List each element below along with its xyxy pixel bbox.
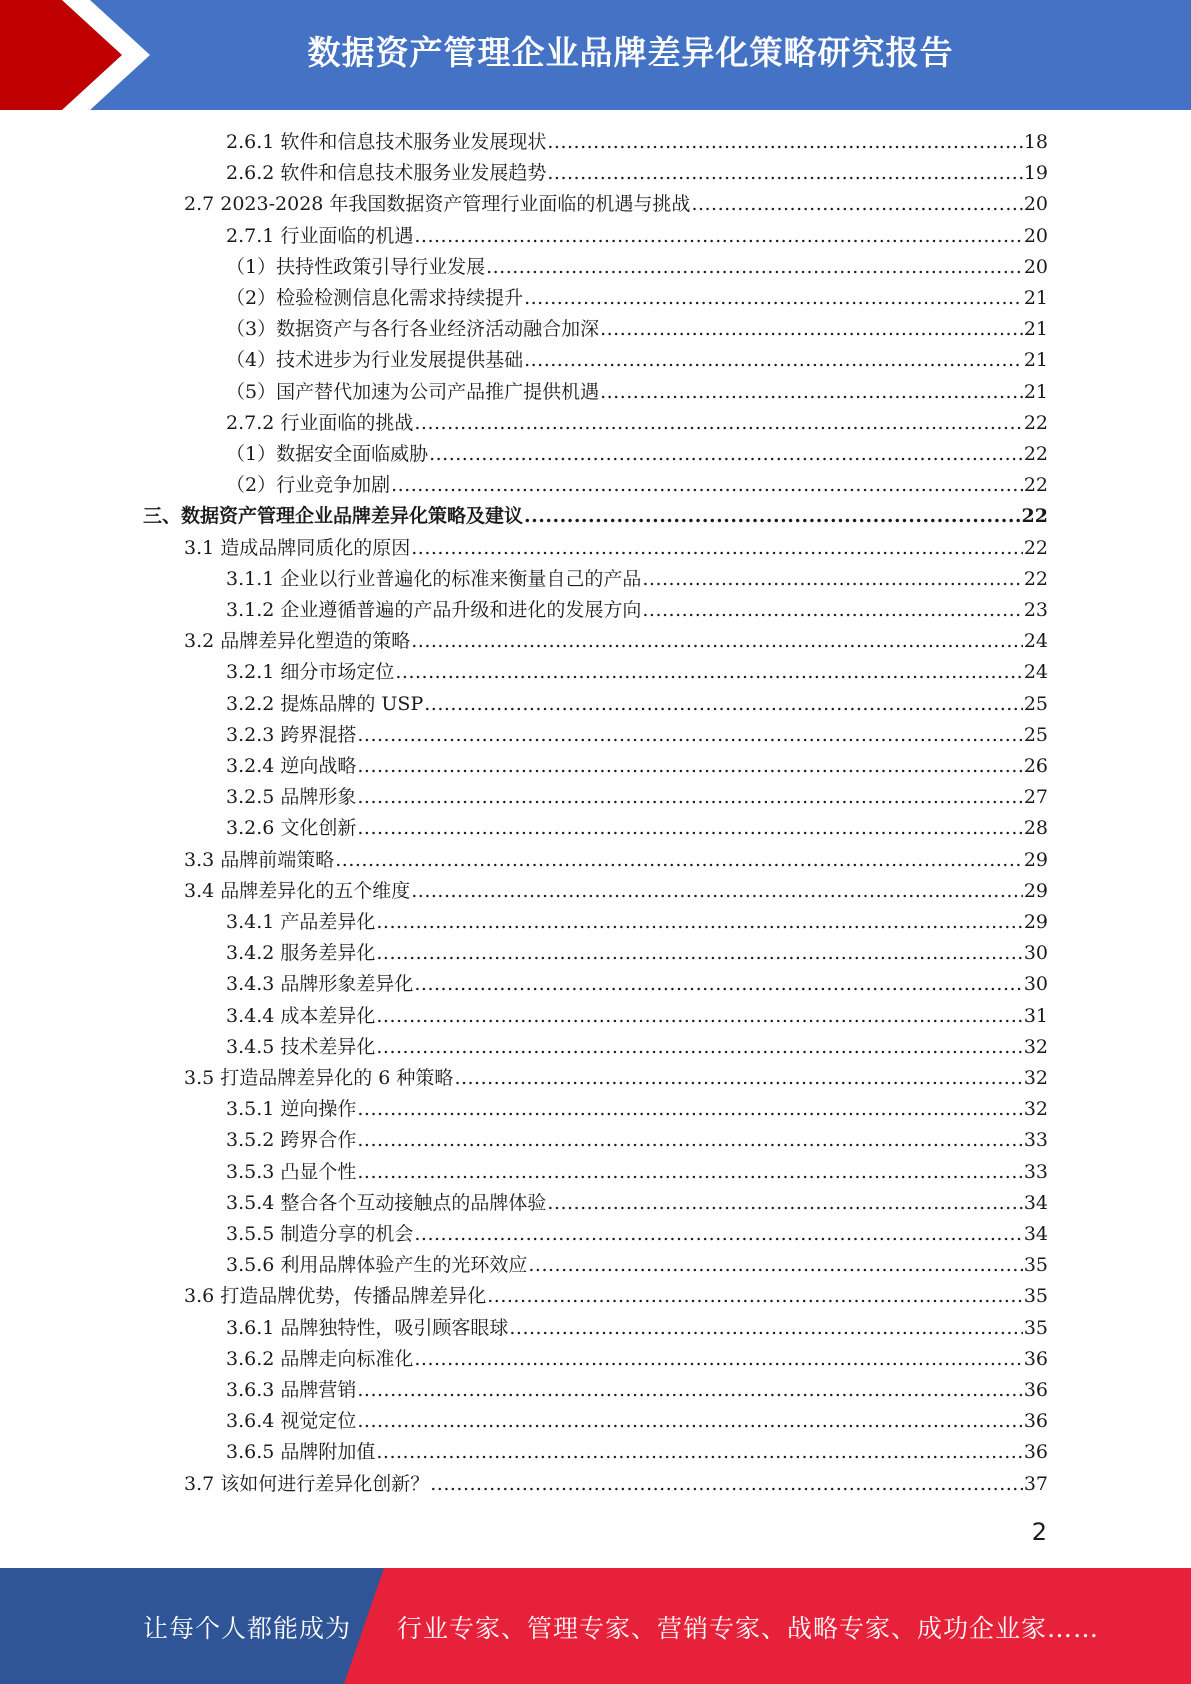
toc-entry-page: 36 [1023,1441,1048,1464]
toc-entry[interactable] [226,657,1048,688]
toc-entry[interactable] [226,314,1048,345]
toc-entry-page: 24 [1023,630,1048,653]
toc-dot-leader [411,533,1023,564]
toc-dot-leader [357,720,1022,751]
toc-entry-page: 21 [1023,380,1048,403]
toc-entry-page: 23 [1023,599,1048,621]
toc-entry-title: （2）检验检测信息化需求持续提升 [226,287,524,309]
toc-entry-page: 36 [1023,1347,1048,1370]
toc-entry-title: 3.4.2 服务差异化 [226,942,376,965]
toc-dot-leader [357,751,1022,782]
toc-entry[interactable] [226,1313,1048,1344]
toc-entry[interactable] [226,1032,1048,1063]
toc-entry-page: 30 [1023,942,1048,965]
toc-dot-leader [547,158,1022,189]
toc-entry[interactable] [226,1344,1048,1375]
toc-entry-title: 3.2 品牌差异化塑造的策略 [184,630,411,653]
toc-dot-leader [376,1437,1022,1468]
toc-entry[interactable] [226,751,1048,782]
toc-entry-page: 35 [1023,1285,1048,1308]
toc-entry-page: 19 [1023,162,1048,185]
toc-entry-title: （4）技术进步为行业发展提供基础 [226,349,524,372]
toc-entry-title: 3.6 打造品牌优势，传播品牌差异化 [184,1285,487,1308]
toc-entry-title: （5）国产替代加速为公司产品推广提供机遇 [226,380,600,403]
toc-entry-page: 34 [1023,1223,1048,1245]
toc-dot-leader [357,1406,1022,1437]
toc-entry-page: 33 [1023,1129,1048,1152]
toc-entry[interactable] [226,1125,1048,1156]
toc-dot-leader [509,1313,1022,1344]
toc-entry-title: 2.6.1 软件和信息技术服务业发展现状 [226,131,547,153]
toc-entry-title: 3.4 品牌差异化的五个维度 [184,879,411,902]
toc-entry-page: 21 [1023,349,1048,372]
toc-entry-title: 2.7 2023-2028 年我国数据资产管理行业面临的机遇与挑战 [184,193,691,216]
toc-entry-page: 22 [1023,567,1048,590]
chevron-arrow-icon [0,0,160,110]
toc-entry[interactable] [184,876,1048,907]
toc-entry-title: 3.5.2 跨界合作 [226,1129,357,1152]
toc-entry-title: 3.1.2 企业遵循普遍的产品升级和进化的发展方向 [226,599,642,621]
document-title: 数据资产管理企业品牌差异化策略研究报告 [307,33,954,72]
toc-entry[interactable] [184,189,1048,220]
toc-dot-leader [487,1281,1023,1312]
toc-entry-title: 3.2.4 逆向战略 [226,755,357,777]
footer-slogan-left: 让每个人都能成为 [143,1614,352,1643]
toc-entry-title: 2.7.2 行业面临的挑战 [226,411,414,434]
toc-entry-page: 28 [1023,817,1048,840]
toc-entry-title: （1）扶持性政策引导行业发展 [226,255,486,278]
toc-dot-leader [414,221,1022,252]
toc-entry-title: 3.4.4 成本差异化 [226,1004,376,1027]
toc-dot-leader [430,1469,1023,1500]
toc-entry[interactable] [226,470,1048,501]
toc-entry-title: 3.5.4 整合各个互动接触点的品牌体验 [226,1191,547,1214]
toc-entry-title: 3.6.2 品牌走向标准化 [226,1347,414,1370]
toc-entry-page: 22 [1021,505,1048,528]
toc-dot-leader [335,845,1023,876]
toc-entry-title: （2）行业竞争加剧 [226,474,391,497]
toc-dot-leader [376,1032,1022,1063]
toc-dot-leader [357,1157,1022,1188]
toc-entry-page: 36 [1023,1379,1048,1401]
toc-entry-title: 3.4.3 品牌形象差异化 [226,973,414,996]
toc-entry[interactable] [226,689,1048,720]
toc-entry[interactable] [143,501,1048,532]
footer-slogan-right: 行业专家、管理专家、营销专家、战略专家、成功企业家…… [397,1614,1100,1643]
toc-entry-page: 35 [1023,1316,1048,1339]
toc-dot-leader [376,938,1022,969]
toc-dot-leader [486,252,1023,283]
toc-entry-page: 29 [1023,848,1048,871]
toc-entry-title: 3.2.1 细分市场定位 [226,661,395,684]
toc-entry-title: 3.7 该如何进行差异化创新？ [184,1472,430,1495]
toc-entry[interactable] [226,1437,1048,1468]
toc-dot-leader [357,813,1022,844]
toc-dot-leader [414,1344,1022,1375]
toc-dot-leader [524,283,1023,314]
toc-dot-leader [391,470,1023,501]
toc-dot-leader [524,345,1023,376]
toc-entry-title: 3.6.5 品牌附加值 [226,1441,376,1464]
toc-dot-leader [424,689,1023,720]
toc-entry[interactable] [226,345,1048,376]
toc-entry[interactable] [226,1001,1048,1032]
toc-entry[interactable] [226,782,1048,813]
toc-entry[interactable] [184,845,1048,876]
toc-dot-leader [357,1375,1022,1406]
toc-entry-title: 3.3 品牌前端策略 [184,848,335,871]
toc-dot-leader [454,1063,1022,1094]
toc-dot-leader [524,501,1021,532]
toc-entry-page: 36 [1023,1410,1048,1433]
toc-entry[interactable] [184,1063,1048,1094]
toc-entry-page: 35 [1023,1254,1048,1277]
toc-entry-title: 3.1.1 企业以行业普遍化的标准来衡量自己的产品 [226,567,642,590]
toc-dot-leader [411,876,1023,907]
toc-entry-page: 32 [1023,1098,1048,1121]
toc-entry-title: 3.5.5 制造分享的机会 [226,1223,414,1245]
toc-entry-page: 20 [1023,224,1048,247]
toc-entry[interactable] [226,938,1048,969]
toc-entry-page: 29 [1023,911,1048,933]
toc-entry[interactable] [226,377,1048,408]
toc-dot-leader [642,595,1022,626]
toc-dot-leader [414,408,1022,439]
toc-entry-page: 21 [1023,318,1048,341]
toc-entry-title: 3.6.1 品牌独特性，吸引顾客眼球 [226,1316,509,1339]
toc-entry[interactable] [226,1375,1048,1406]
toc-entry-page: 25 [1023,692,1048,715]
toc-entry-title: 3.5.6 利用品牌体验产生的光环效应 [226,1254,528,1277]
toc-entry-page: 32 [1023,1067,1048,1089]
toc-entry[interactable] [226,221,1048,252]
toc-dot-leader [642,564,1022,595]
toc-entry-title: （1）数据安全面临威胁 [226,443,429,465]
toc-entry[interactable] [226,720,1048,751]
toc-entry-page: 22 [1023,536,1048,559]
toc-entry[interactable] [226,1219,1048,1250]
toc-entry[interactable] [226,1406,1048,1437]
toc-entry[interactable] [226,1250,1048,1281]
toc-entry[interactable] [226,907,1048,938]
toc-dot-leader [429,439,1023,470]
footer-banner [0,1568,1191,1684]
toc-entry[interactable] [226,595,1048,626]
toc-dot-leader [528,1250,1022,1281]
toc-dot-leader [376,907,1022,938]
toc-entry[interactable] [226,252,1048,283]
toc-entry[interactable] [184,626,1048,657]
toc-entry-page: 37 [1023,1472,1048,1495]
toc-entry-title: 3.1 造成品牌同质化的原因 [184,536,411,559]
toc-entry-page: 22 [1023,474,1048,497]
toc-entry[interactable] [226,439,1048,470]
toc-dot-leader [691,189,1022,220]
toc-entry-title: 2.6.2 软件和信息技术服务业发展趋势 [226,162,547,185]
toc-entry-page: 24 [1023,661,1048,684]
toc-entry[interactable] [226,813,1048,844]
toc-entry[interactable] [226,1094,1048,1125]
toc-dot-leader [600,377,1023,408]
toc-entry[interactable] [226,408,1048,439]
toc-entry[interactable] [184,1281,1048,1312]
toc-entry-page: 34 [1023,1191,1048,1214]
toc-entry-title: 3.6.4 视觉定位 [226,1410,357,1433]
toc-entry-page: 31 [1023,1004,1048,1027]
toc-entry-title: 三、数据资产管理企业品牌差异化策略及建议 [143,505,524,528]
toc-dot-leader [547,127,1022,158]
toc-entry-page: 20 [1023,255,1048,278]
toc-entry[interactable] [226,1157,1048,1188]
toc-entry-title: （3）数据资产与各行各业经济活动融合加深 [226,318,600,341]
toc-entry-page: 30 [1023,973,1048,996]
toc-dot-leader [395,657,1022,688]
toc-entry-title: 3.5 打造品牌差异化的 6 种策略 [184,1067,454,1089]
toc-entry[interactable] [226,158,1048,189]
toc-entry-page: 22 [1023,443,1048,465]
toc-dot-leader [357,1125,1022,1156]
toc-entry-title: 3.2.6 文化创新 [226,817,357,840]
toc-dot-leader [357,782,1022,813]
toc-entry-title: 3.2.5 品牌形象 [226,786,357,809]
toc-entry-page: 22 [1023,411,1048,434]
toc-entry[interactable] [226,127,1048,158]
toc-entry-page: 26 [1023,755,1048,777]
toc-entry[interactable] [226,1188,1048,1219]
toc-dot-leader [414,1219,1022,1250]
toc-entry[interactable] [226,564,1048,595]
toc-dot-leader [547,1188,1022,1219]
toc-entry[interactable] [184,1469,1048,1500]
toc-entry-page: 32 [1023,1035,1048,1058]
toc-entry-title: 3.5.3 凸显个性 [226,1160,357,1183]
page-number: 2 [1031,1518,1047,1546]
toc-entry-page: 18 [1023,131,1048,153]
toc-entry-title: 2.7.1 行业面临的机遇 [226,224,414,247]
toc-entry[interactable] [184,533,1048,564]
toc-entry-title: 3.2.2 提炼品牌的 USP [226,692,424,715]
toc-entry-title: 3.6.3 品牌营销 [226,1379,357,1401]
toc-dot-leader [357,1094,1022,1125]
toc-dot-leader [411,626,1023,657]
toc-entry-title: 3.5.1 逆向操作 [226,1098,357,1121]
toc-entry-title: 3.4.1 产品差异化 [226,911,376,933]
toc-entry-title: 3.4.5 技术差异化 [226,1035,376,1058]
toc-entry-page: 25 [1023,723,1048,746]
toc-dot-leader [376,1001,1022,1032]
toc-dot-leader [414,969,1022,1000]
header-banner [0,0,1191,110]
toc-entry-page: 21 [1023,287,1048,309]
toc-entry[interactable] [226,969,1048,1000]
toc-entry-title: 3.2.3 跨界混搭 [226,723,357,746]
toc-entry-page: 29 [1023,879,1048,902]
toc-entry[interactable] [226,283,1048,314]
toc-entry-page: 33 [1023,1160,1048,1183]
toc-entry-page: 27 [1023,786,1048,809]
toc-dot-leader [600,314,1023,345]
toc-entry-page: 20 [1023,193,1048,216]
